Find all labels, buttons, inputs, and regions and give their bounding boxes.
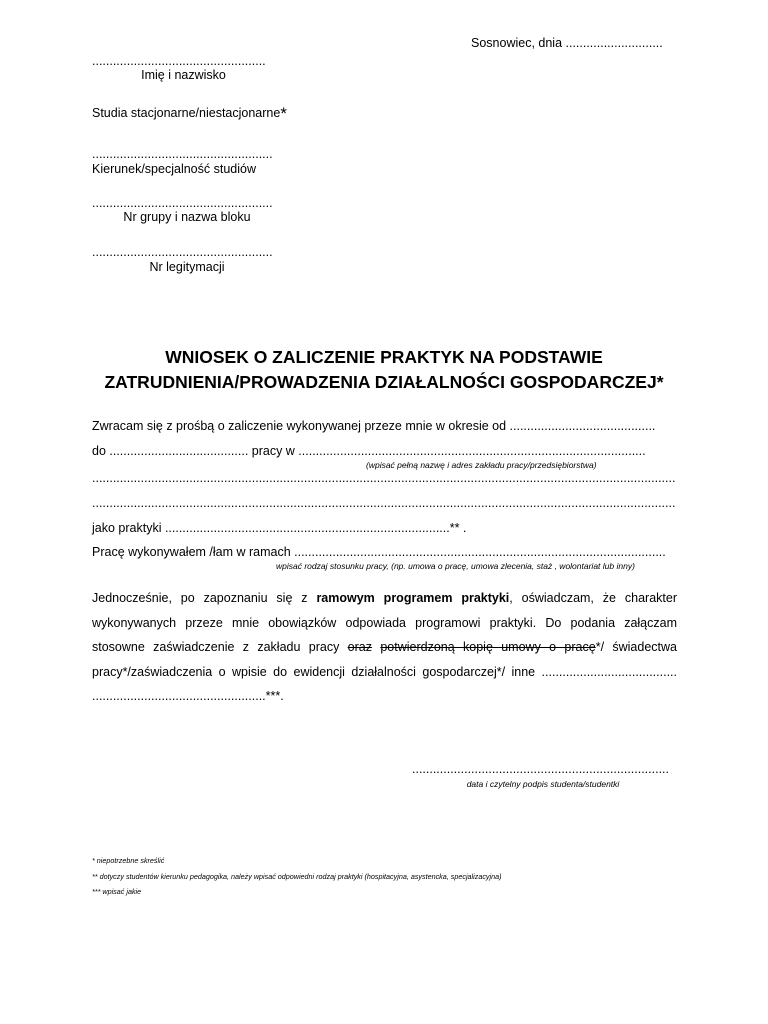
footnote-2: ** dotyczy studentów kierunku pedagogika, należy wpisać odpowiedni rodzaj praktyki (hospitacyjna, asystencka, specjalizacyjna) bbox=[92, 872, 502, 881]
group-label: Nr grupy i nazwa bloku bbox=[123, 210, 251, 224]
study-mode-label bbox=[92, 104, 287, 124]
declaration-text-3: */ świadectwa pracy*/zaświadczenia o wpisie do ewidencji działalności gospodarczej*/ inne ....................................... bbox=[92, 640, 677, 679]
request-line-workplace: do ........................................ pracy w .................................................................................................... bbox=[92, 444, 646, 458]
id-label: Nr legitymacji bbox=[149, 260, 225, 274]
field-dots: .................................................... bbox=[92, 147, 273, 161]
workplace-hint: (wpisać pełną nazwę i adres zakładu pracy/przedsiębiorstwa) bbox=[366, 460, 597, 470]
name-label: Imię i nazwisko bbox=[141, 68, 226, 82]
declaration-paragraph bbox=[92, 586, 677, 709]
footnote-1: * niepotrzebne skreślić bbox=[92, 856, 165, 865]
request-line-blank-2: ........................................................................................................................................................................ bbox=[92, 496, 676, 510]
request-line-practice: jako praktyki ..................................................................................** . bbox=[92, 521, 467, 535]
signature-label: data i czytelny podpis studenta/studentki bbox=[466, 779, 620, 789]
request-line-blank-1: ........................................................................................................................................................................ bbox=[92, 471, 676, 485]
field-label: Kierunek/specjalność studiów bbox=[92, 162, 256, 176]
struck-oraz: oraz bbox=[347, 640, 372, 654]
id-dots: .................................................... bbox=[92, 245, 273, 259]
program-emphasis: ramowym programem praktyki bbox=[316, 591, 510, 605]
name-dots: .................................................. bbox=[92, 54, 266, 68]
declaration-text-4: ..................................................***. bbox=[92, 689, 284, 703]
request-line-period: Zwracam się z prośbą o zaliczenie wykonywanej przeze mnie w okresie od .......................................... bbox=[92, 419, 656, 433]
document-title-line-2: ZATRUDNIENIA/PROWADZENIA DZIAŁALNOŚCI GOSPODARCZEJ* bbox=[104, 372, 664, 392]
declaration-text-2: , oświadczam, że charakter wykonywanych przeze mnie obowiązków odpowiada programowi praktyki. Do podania załączam stosowne zaświadczenie z zakładu pracy bbox=[92, 591, 677, 654]
request-line-contract: Pracę wykonywałem /łam w ramach ........................................................................................................... bbox=[92, 545, 666, 559]
study-mode-star: * bbox=[280, 104, 287, 123]
contract-hint: wpisać rodzaj stosunku pracy, (np. umowa o pracę, umowa zlecenia, staż , wolontariat lub inny) bbox=[276, 561, 635, 571]
declaration-text-1: Jednocześnie, po zapoznaniu się z bbox=[92, 591, 317, 605]
document-title-line-1: WNIOSEK O ZALICZENIE PRAKTYK NA PODSTAWIE bbox=[165, 347, 603, 367]
group-dots: .................................................... bbox=[92, 196, 273, 210]
footnote-3: *** wpisać jakie bbox=[92, 887, 142, 896]
place-date-line: Sosnowiec, dnia ............................ bbox=[471, 36, 663, 50]
study-mode-text: Studia stacjonarne/niestacjonarne bbox=[92, 106, 281, 120]
signature-dots: .......................................................................... bbox=[412, 762, 669, 776]
struck-contract-copy: potwierdzoną kopię umowy o pracę bbox=[380, 640, 596, 654]
